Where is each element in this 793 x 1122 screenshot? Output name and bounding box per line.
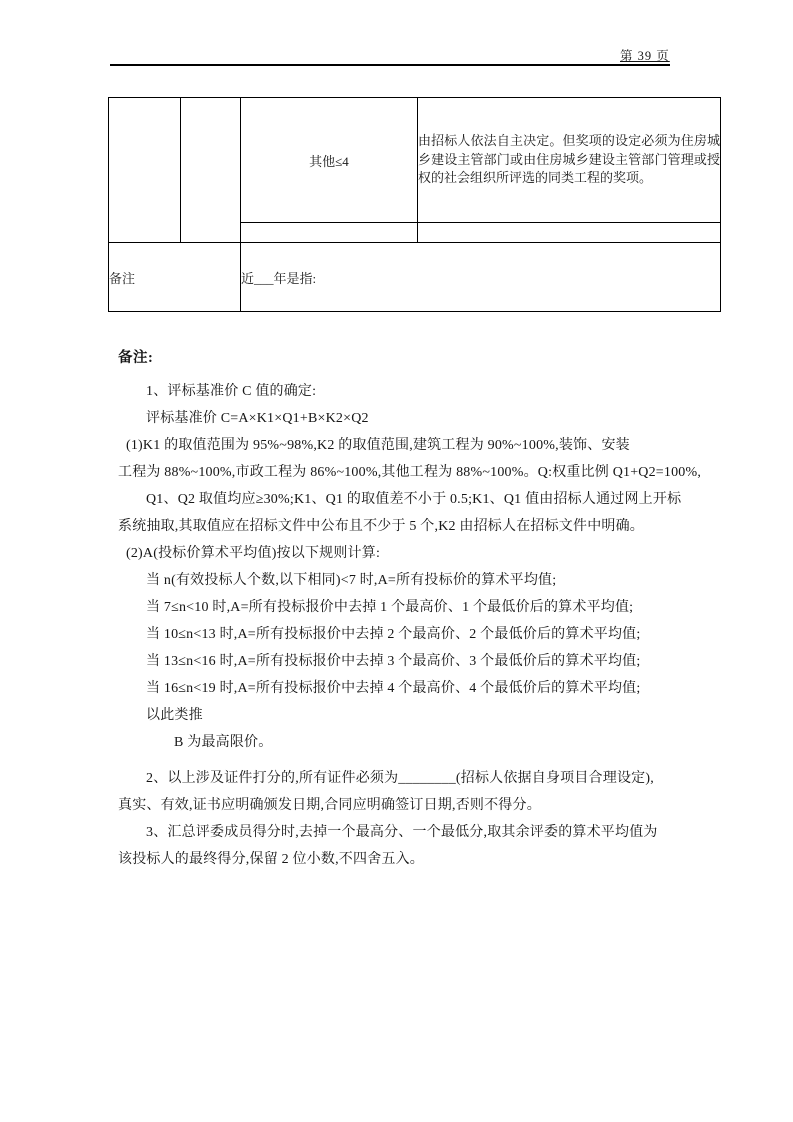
- remarks-line: Q1、Q2 取值均应≥30%;K1、Q1 的取值差不小于 0.5;K1、Q1 值由招标人通过网上开标: [146, 492, 682, 507]
- remarks-line: 当 16≤n<19 时,A=所有投标报价中去掉 4 个最高价、4 个最低价后的算术平均值;: [146, 681, 641, 696]
- remarks-line: (1)K1 的取值范围为 95%~98%,K2 的取值范围,建筑工程为 90%~100%,装饰、安装: [126, 438, 630, 453]
- remarks-line: 评标基准价 C=A×K1×Q1+B×K2×Q2: [146, 411, 369, 426]
- remarks-line: 当 10≤n<13 时,A=所有投标报价中去掉 2 个最高价、2 个最低价后的算术平均值;: [146, 627, 641, 642]
- remarks-line: 该投标人的最终得分,保留 2 位小数,不四舍五入。: [118, 852, 424, 867]
- page-number: 第 39 页: [620, 49, 670, 63]
- table-cell-other-criterion: 其他≤4: [241, 98, 418, 223]
- remarks-line: 系统抽取,其取值应在招标文件中公布且不少于 5 个,K2 由招标人在招标文件中明确。: [118, 519, 645, 534]
- table-cell-empty-3: [241, 223, 418, 243]
- remarks-section: [118, 345, 702, 873]
- table-row: [109, 243, 721, 312]
- table-cell-empty-4: [418, 223, 721, 243]
- remarks-line: 真实、有效,证书应明确颁发日期,合同应明确签订日期,否则不得分。: [118, 798, 541, 813]
- remarks-line: 当 13≤n<16 时,A=所有投标报价中去掉 3 个最高价、3 个最低价后的算术平均值;: [146, 654, 641, 669]
- remarks-line: 3、汇总评委成员得分时,去掉一个最高分、一个最低分,取其余评委的算术平均值为: [146, 825, 658, 840]
- header-rule: [110, 64, 670, 66]
- table-cell-award-description: 由招标人依法自主决定。但奖项的设定必须为住房城乡建设主管部门或由住房城乡建设主管部门管理或授权的社会组织所评选的同类工程的奖项。: [418, 98, 721, 223]
- remarks-line: 当 7≤n<10 时,A=所有投标报价中去掉 1 个最高价、1 个最低价后的算术平均值;: [146, 600, 634, 615]
- table-cell-remarks-label: 备注: [109, 243, 241, 312]
- table-cell-remarks-content: 近___年是指:: [241, 243, 721, 312]
- table-cell-empty-2: [181, 98, 241, 243]
- remarks-line: 当 n(有效投标人个数,以下相同)<7 时,A=所有投标价的算术平均值;: [146, 573, 557, 588]
- evaluation-table: [108, 97, 721, 312]
- remarks-line: 工程为 88%~100%,市政工程为 86%~100%,其他工程为 88%~100%。Q:权重比例 Q1+Q2=100%,: [118, 465, 702, 480]
- table-cell-empty-1: [109, 98, 181, 243]
- remarks-line: B 为最高限价。: [174, 735, 273, 750]
- table-row: [109, 98, 721, 223]
- remarks-line: 1、评标基准价 C 值的确定:: [146, 384, 317, 399]
- remarks-line: 以此类推: [146, 708, 203, 723]
- remarks-line: (2)A(投标价算术平均值)按以下规则计算:: [126, 546, 381, 561]
- remarks-line: 2、以上涉及证件打分的,所有证件必须为________(招标人依据自身项目合理设定),: [146, 771, 654, 786]
- remarks-heading: 备注:: [118, 350, 154, 366]
